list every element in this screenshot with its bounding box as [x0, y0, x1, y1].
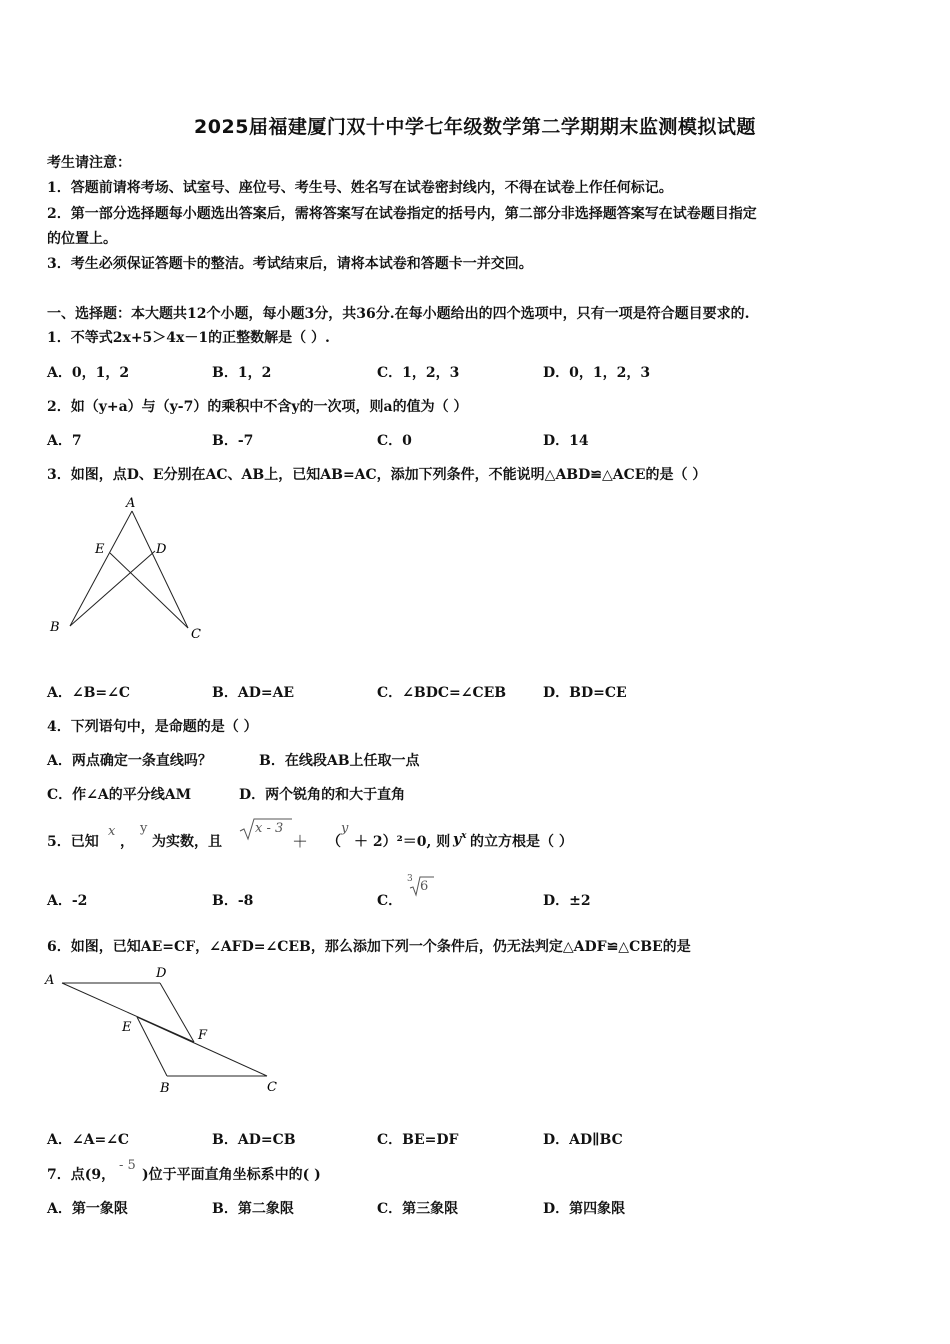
notice-item-2-cont: 的位置上。	[47, 231, 117, 247]
q6-figure	[42, 962, 287, 1097]
section-heading: 一、选择题：本大题共12个小题，每小题3分，共36分.在每小题给出的四个选项中，只有一项是符合题目要求的.	[47, 306, 750, 322]
notice-item-1: 1．答题前请将考场、试室号、座位号、考生号、姓名写在试卷密封线内，不得在试卷上作任何标记。	[47, 180, 673, 196]
q6-label-c: C	[267, 1080, 277, 1095]
q6-option-d: D．AD∥BC	[543, 1132, 623, 1148]
q5-option-a: A．-2	[47, 893, 88, 909]
notice-heading: 考生请注意：	[47, 155, 131, 171]
q7-option-d: D．第四象限	[543, 1201, 626, 1217]
q1-option-c: C．1，2，3	[377, 365, 460, 381]
q5-cbrt-index: 3	[407, 874, 413, 884]
q4-option-c: C．作∠A的平分线AM	[47, 787, 192, 803]
q6-label-f: F	[198, 1028, 208, 1043]
q7-option-c: C．第三象限	[377, 1201, 459, 1217]
question-5-prefix: 5．已知	[47, 834, 99, 850]
notice-item-3: 3．考生必须保证答题卡的整洁。考试结束后，请将本试卷和答题卡一并交回。	[47, 256, 533, 272]
q5-option-d: D．±2	[543, 893, 591, 909]
q6-option-a: A．∠A=∠C	[47, 1132, 130, 1148]
q5-y2: y	[341, 821, 349, 836]
question-1: 1．不等式2x+5＞4x－1的正整数解是（ ）.	[47, 330, 330, 346]
q7-negative-value: - 5	[119, 1158, 136, 1173]
q1-option-d: D．0，1，2，3	[543, 365, 651, 381]
q5-option-b: B．-8	[212, 893, 254, 909]
q5-mid: 为实数，且	[152, 834, 222, 850]
q5-cbrt-value: 6	[420, 879, 429, 894]
q3-label-e: E	[95, 542, 105, 557]
q5-y: y	[140, 821, 148, 836]
q2-option-b: B．-7	[212, 433, 254, 449]
q2-option-a: A．7	[47, 433, 82, 449]
q5-plus: ＋	[292, 832, 309, 851]
q7-option-b: B．第二象限	[212, 1201, 294, 1217]
q5-yx: $y^x$	[453, 831, 467, 848]
q3-label-d: D	[156, 542, 167, 557]
q5-comma: ，	[120, 834, 134, 850]
q5-x: x	[108, 824, 116, 839]
q4-option-a: A．两点确定一条直线吗？	[47, 753, 212, 769]
q5-option-c: C．	[377, 893, 403, 909]
q6-label-b: B	[160, 1081, 170, 1096]
q6-label-e: E	[122, 1020, 132, 1035]
page-title: 2025届福建厦门双十中学七年级数学第二学期期末监测模拟试题	[194, 116, 756, 138]
q6-label-d: D	[156, 966, 167, 981]
question-2: 2．如（y+a）与（y-7）的乘积中不含y的一次项，则a的值为（ ）	[47, 399, 468, 415]
question-7-suffix: )位于平面直角坐标系中的( )	[142, 1167, 321, 1183]
q3-option-d: D．BD=CE	[543, 685, 627, 701]
question-6: 6．如图，已知AE=CF，∠AFD=∠CEB，那么添加下列一个条件后，仍无法判定△ADF≌△CBE的是	[47, 939, 691, 955]
q2-option-d: D．14	[543, 433, 589, 449]
q6-option-c: C．BE=DF	[377, 1132, 459, 1148]
q4-option-d: D．两个锐角的和大于直角	[239, 787, 406, 803]
q2-option-c: C．0	[377, 433, 412, 449]
q7-option-a: A．第一象限	[47, 1201, 128, 1217]
question-3: 3．如图，点D、E分别在AC、AB上，已知AB=AC，添加下列条件，不能说明△ABD≌△ACE的是（ ）	[47, 467, 707, 483]
q5-tail: ＋ 2）²＝0, 则	[354, 834, 451, 850]
q5-open: （	[327, 834, 341, 850]
q3-figure	[45, 493, 215, 643]
question-7-prefix: 7．点(9，	[47, 1167, 116, 1183]
notice-item-2: 2．第一部分选择题每小题选出答案后，需将答案写在试卷指定的括号内，第二部分非选择题答案写在试卷题目指定	[47, 206, 757, 222]
q6-label-a: A	[45, 973, 55, 988]
q5-sqrt-content: x - 3	[255, 821, 284, 836]
q1-option-a: A．0，1，2	[47, 365, 130, 381]
q3-option-a: A．∠B=∠C	[47, 685, 131, 701]
question-4: 4．下列语句中，是命题的是（ ）	[47, 719, 258, 735]
q6-option-b: B．AD=CB	[212, 1132, 296, 1148]
q4-option-b: B．在线段AB上任取一点	[259, 753, 420, 769]
q5-end: 的立方根是（ ）	[470, 834, 573, 850]
q1-option-b: B．1，2	[212, 365, 272, 381]
q3-label-a: A	[126, 496, 136, 511]
q3-option-b: B．AD=AE	[212, 685, 295, 701]
q3-label-b: B	[50, 620, 60, 635]
q3-option-c: C．∠BDC=∠CEB	[377, 685, 507, 701]
q3-label-c: C	[191, 627, 201, 642]
